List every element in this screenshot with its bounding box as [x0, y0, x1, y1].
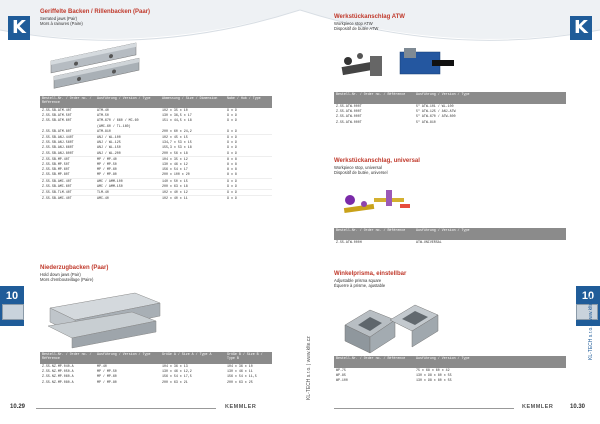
table-cell: 155,3 x 53 x 18	[162, 145, 192, 150]
table-cell: 5" ATW-670 / ATW-800	[416, 114, 456, 119]
table-cell: 200 x 60 x 24,2	[162, 128, 192, 133]
table-cell: MP / MP-80	[97, 379, 117, 384]
table-cell: 102 x 40 x 12	[160, 190, 225, 196]
company-website-text: KL-TECH s.r.o. | www.klte.cz	[588, 296, 594, 360]
table-cell: Z.55.SB.ATM.40T	[42, 108, 72, 112]
column-header: Ausführung / Version / Type	[95, 96, 160, 108]
table-cell: AMC / AMM-150	[97, 183, 123, 188]
column-header: Bestell-Nr. / Order no. / Référence	[40, 352, 95, 364]
table-cell: 9 x 9	[225, 196, 272, 202]
table-cell: 8 x 8	[227, 162, 237, 167]
table-cell: ANJ / WL-100	[95, 135, 160, 141]
table-cell: 9 x 9	[227, 140, 237, 145]
table-cell: Z.55.SB.TLM.40T	[40, 190, 95, 196]
chapter-thumbnail	[576, 304, 598, 320]
chapter-number: 10	[5, 290, 19, 302]
table-cell: 134,7 x 53 x 15	[162, 140, 192, 145]
workpiece-stop-atw-table	[334, 92, 566, 125]
section-title: Geriffelte Backen / Rillenbacken (Paar)	[40, 9, 151, 15]
brand-name: KEMMLER	[522, 404, 554, 410]
table-cell: WP-75	[336, 368, 346, 372]
serrated-jaws-image	[46, 40, 146, 90]
section-subtitle: Mors d'embouteillage (Paire)	[40, 277, 94, 282]
section-subtitle: Workpiece stop ATW	[334, 21, 373, 26]
brand-name: KEMMLER	[225, 404, 257, 410]
column-header: Bestell-Nr. / Order no. / Référence	[334, 356, 414, 368]
table-cell: Z.55.ATW.000T	[336, 119, 362, 124]
table-cell: ATM-670 / 660 / MC-60	[97, 118, 139, 123]
kemmler-logo: K	[8, 16, 30, 40]
table-cell: Z.55.SB.AMC.40T	[40, 178, 95, 184]
universal-stop-table	[334, 228, 566, 245]
table-cell: 130 x 46 x 11	[227, 369, 253, 374]
section-subtitle: Dispositif de butée ATW	[334, 26, 379, 31]
section-subtitle: Équerre à prisme, ajustable	[334, 283, 386, 288]
hold-down-jaws-image	[40, 288, 165, 350]
table-cell: Z.55.NZ.MP.050.A	[42, 369, 74, 374]
column-header: Größe B / Size B / Type B	[225, 352, 272, 364]
section-subtitle: Mors à rainures (Paire)	[40, 21, 83, 26]
column-header: Größe A / Size A / Type A	[160, 352, 225, 364]
table-cell: 130 x 36,5 x 17	[162, 113, 192, 118]
table-cell: 104 x 36 x 10	[227, 364, 253, 368]
table-cell: 5" ATW-101 / WL-100	[416, 104, 454, 108]
table-cell: 104 x 36 x 13	[162, 364, 188, 368]
footer-rule	[36, 408, 216, 409]
table-cell: AMC / AMM-100	[95, 178, 160, 184]
serrated-jaws-table	[40, 96, 272, 201]
table-row	[334, 120, 566, 125]
table-cell: MP / MP-50	[97, 162, 117, 167]
table-cell: 9 x 9	[227, 128, 237, 133]
table-cell: 130 x 98 x 80 x 55	[416, 378, 452, 383]
table-cell: ANJ / WL-125	[97, 140, 121, 145]
table-cell: 130 x 46 x 12,2	[162, 369, 192, 374]
footer	[300, 402, 600, 416]
table-cell: 9 x 9	[225, 190, 272, 196]
section-title: Niederzugbacken (Paar)	[40, 265, 109, 271]
table-cell: Z.55.SB.MP.80T	[42, 172, 70, 177]
table-cell: 5" ATW-125 / ANJ-ATW	[416, 109, 456, 114]
table-cell: 140 x 50 x 15	[160, 178, 225, 184]
column-header: Ausführung / Version / Type	[414, 92, 566, 104]
table-cell: Z.55.NZ.MP.080.A	[42, 379, 74, 384]
right-page	[300, 0, 600, 424]
footer	[0, 402, 300, 416]
table-cell: 200 x 63 x 21	[162, 379, 188, 384]
section-title: Winkelprisma, einstellbar	[334, 271, 407, 277]
workpiece-stop-atw-image	[340, 46, 460, 86]
table-row	[40, 380, 272, 385]
table-cell: Z.55.SB.MP.40T	[40, 156, 95, 162]
column-header: Ausführung / Version / Type	[95, 352, 160, 364]
hold-down-jaws-table	[40, 352, 272, 385]
table-cell: 9 x 9	[227, 108, 237, 112]
table-cell: Z.55.ATW.000T	[336, 109, 362, 114]
column-header: Ausführung / Version / Type	[414, 228, 566, 240]
table-cell: ANJ / WL-150	[97, 145, 121, 150]
table-cell: Z.55.ATW.000T	[336, 104, 362, 108]
table-cell: Z.55.SB.MP.50T	[42, 162, 70, 167]
table-cell: Z.55.SB.ATM.80T	[42, 128, 72, 133]
company-website-text: KL-TECH s.r.o. | www.klte.cz	[306, 336, 312, 400]
section-subtitle: Serrated jaws (Pair)	[40, 16, 78, 21]
section-subtitle: Hold down jaws (Pair)	[40, 272, 81, 277]
section-subtitle: Workpiece stop, universal	[334, 165, 382, 170]
table-cell: 5" ATW-810	[416, 119, 436, 124]
table-cell: 156 x 54 x 17,5	[162, 374, 192, 379]
section-subtitle: Adjustable prisma square	[334, 278, 382, 283]
table-cell: 200 x 63 x 18	[162, 183, 188, 188]
table-cell: 9 x 9	[227, 183, 237, 188]
table-cell: Z.55.ATW.000T	[336, 114, 362, 119]
table-cell: 156 x 54 x 17	[162, 167, 188, 172]
column-header: Bestell-Nr. / Order no. / Référence	[334, 92, 414, 104]
table-cell: MP / MP-60	[97, 167, 117, 172]
table-cell: ATM-810	[97, 128, 111, 133]
table-cell: MP / MP-40	[95, 156, 160, 162]
table-cell: 9 x 9	[227, 113, 237, 118]
column-header: Ausführung / Version / Type	[414, 356, 566, 368]
table-cell: 8 x 8	[227, 167, 237, 172]
column-header: Abmessung / Size / Dimension	[160, 96, 225, 108]
table-row	[334, 378, 566, 383]
chapter-number: 10	[581, 290, 595, 302]
table-cell: 102 x 40 x 11	[160, 196, 225, 202]
table-cell: MP / MP-60	[97, 374, 117, 379]
table-cell: 102 x 45 x 15	[160, 135, 225, 141]
table-cell: 9 x 9	[227, 145, 237, 150]
kemmler-logo: K	[570, 16, 592, 40]
table-cell: 9 x 9	[227, 150, 237, 155]
table-cell: WP-100	[336, 378, 348, 383]
table-cell: Z.55.SB.ANJ.440T	[40, 135, 95, 141]
section-subtitle: Dispositif de butée, universel	[334, 170, 388, 175]
table-row	[40, 196, 272, 202]
table-cell: 130 x 98 x 80 x 55	[416, 373, 452, 378]
table-cell: 151 x 44,5 x 18	[162, 118, 192, 123]
table-cell: Z.55.SB.AMC.40T	[40, 196, 95, 202]
table-cell: AMC-40	[95, 196, 160, 202]
table-cell: ATM-50	[97, 113, 109, 118]
table-cell: Z.55.SB.ANJ.660T	[42, 145, 74, 150]
table-cell: ATM-40	[97, 108, 109, 112]
table-cell: Z.55.SB.ANJ.800T	[42, 150, 74, 155]
table-cell: Z.55.NZ.MP.060.A	[42, 374, 74, 379]
table-cell: MP-40	[97, 364, 107, 368]
table-cell: TLM-40	[95, 190, 160, 196]
section-title: Werkstückanschlag, universal	[334, 158, 420, 164]
table-cell: ATW-UNIVERSAL	[416, 240, 442, 244]
table-cell: 9 x 9	[225, 178, 272, 184]
table-cell: Z.55.SB.MP.60T	[42, 167, 70, 172]
table-row	[334, 240, 566, 245]
table-cell: Z.55.NZ.MP.040.A	[42, 364, 74, 368]
table-cell: Z.55.SB.ANJ.560T	[42, 140, 74, 145]
column-header: Bestell-Nr. / Order no. / Référence	[334, 228, 414, 240]
table-cell: Z.55.SB.ATM.60T	[42, 118, 72, 123]
table-cell: (AMC-60 / TL-160)	[97, 123, 131, 128]
table-cell: 8 x 8	[225, 156, 272, 162]
table-cell: 104 x 35 x 12	[160, 156, 225, 162]
column-header: Bestell-Nr. / Order no. / Référence	[40, 96, 95, 108]
section-title: Werkstückanschlag ATW	[334, 14, 405, 20]
table-cell: 130 x 46 x 12	[162, 162, 188, 167]
table-cell: 75 x 68 x 60 x 42	[416, 368, 450, 372]
table-cell: Z.55.SB.ATM.50T	[42, 113, 72, 118]
table-cell: Z.55.ATW.000H	[336, 240, 362, 244]
table-cell: Z.55.SB.AMC.60T	[42, 183, 72, 188]
page-number: 10.29	[10, 404, 26, 410]
universal-stop-image	[340, 186, 420, 222]
table-cell: 9 x 9	[227, 118, 237, 123]
table-cell: 8 x 8	[227, 172, 237, 177]
table-cell: 200 x 56 x 18	[162, 150, 188, 155]
table-cell: MP / MP-80	[97, 172, 117, 177]
chapter-thumbnail	[2, 304, 24, 320]
page-number: 10.30	[570, 404, 586, 410]
table-cell: 200 x 63 x 25	[227, 379, 253, 384]
table-cell: 156 x 54 x 11,5	[227, 374, 257, 379]
column-header: Nabe / Hub / Type	[225, 96, 272, 108]
table-cell: MP / MP-50	[97, 369, 117, 374]
table-cell: ANJ / WL-200	[97, 150, 121, 155]
table-cell: 9 x 9	[225, 135, 272, 141]
table-cell: 200 x 100 x 20	[162, 172, 190, 177]
table-cell: WP-85	[336, 373, 346, 378]
footer-rule	[334, 408, 514, 409]
adjustable-prism-image	[340, 295, 440, 361]
table-cell: 102 x 35 x 10	[162, 108, 188, 112]
adjustable-prism-table	[334, 356, 566, 384]
